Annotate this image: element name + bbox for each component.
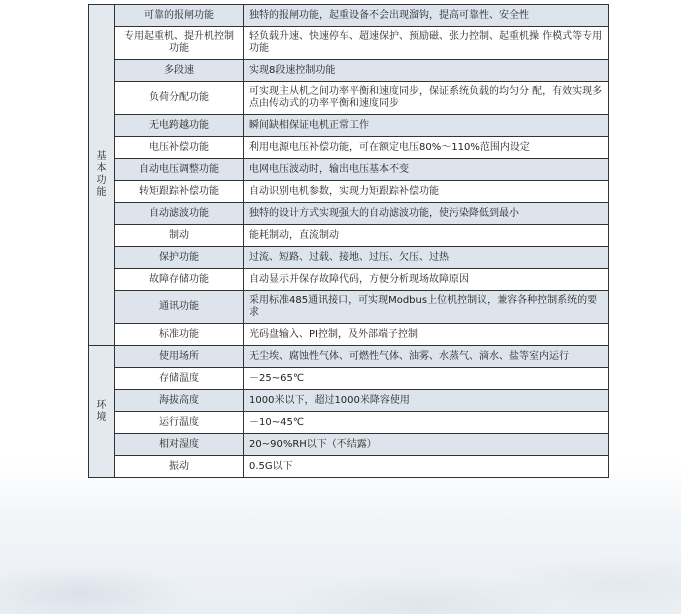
feature-name: 制动 [115,225,244,247]
feature-name: 通讯功能 [115,291,244,324]
feature-description: 瞬间缺相保证电机正常工作 [244,115,609,137]
feature-name: 无电跨越功能 [115,115,244,137]
feature-name: 振动 [115,456,244,478]
feature-description: 0.5G以下 [244,456,609,478]
table-row [89,368,609,390]
feature-description: 自动显示并保存故障代码，方便分析现场故障原因 [244,269,609,291]
table-row [89,269,609,291]
feature-description: 实现8段速控制功能 [244,60,609,82]
feature-description: 可实现主从机之间功率平衡和速度同步，保证系统负载的均匀分 配，有效实现多点由传动式的功率平衡和速度同步 [244,82,609,115]
feature-description: 20~90%RH以下（不结露） [244,434,609,456]
feature-description: 独特的报闸功能，起重设备不会出现溜钩，提高可靠性、安全性 [244,5,609,27]
feature-description: －10~45℃ [244,412,609,434]
table-row [89,291,609,324]
feature-name: 保护功能 [115,247,244,269]
background-clouds [0,524,681,614]
table-row [89,27,609,60]
feature-description: 能耗制动，直流制动 [244,225,609,247]
table-row [89,390,609,412]
feature-description: 轻负载升速、快速停车、超速保护、预励磁、张力控制、起重机操 作模式等专用功能 [244,27,609,60]
feature-description: 利用电源电压补偿功能，可在额定电压80%～110%范围内设定 [244,137,609,159]
spec-table-body [89,5,609,478]
group-label: 环境 [96,399,107,423]
table-row [89,324,609,346]
feature-description: 无尘埃、腐蚀性气体、可燃性气体、油雾、水蒸气、滴水、盐等室内运行 [244,346,609,368]
feature-description: 自动识别电机参数，实现力矩跟踪补偿功能 [244,181,609,203]
table-row [89,456,609,478]
group-basic-functions [89,5,115,346]
feature-name: 电压补偿功能 [115,137,244,159]
feature-name: 运行温度 [115,412,244,434]
feature-description: 光码盘输入、PI控制，及外部端子控制 [244,324,609,346]
group-label: 基本功能 [96,151,107,198]
table-row [89,5,609,27]
feature-description: －25~65℃ [244,368,609,390]
feature-name: 相对湿度 [115,434,244,456]
table-row [89,247,609,269]
feature-name: 自动滤波功能 [115,203,244,225]
table-row [89,82,609,115]
feature-name: 使用场所 [115,346,244,368]
spec-table [88,4,609,478]
table-row [89,60,609,82]
feature-name: 专用起重机、提升机控制功能 [115,27,244,60]
feature-description: 1000米以下，超过1000米降容使用 [244,390,609,412]
table-row [89,203,609,225]
feature-name: 标准功能 [115,324,244,346]
feature-description: 电网电压波动时，输出电压基本不变 [244,159,609,181]
feature-description: 采用标准485通讯接口，可实现Modbus上位机控制议，兼容各种控制系统的要求 [244,291,609,324]
feature-name: 多段速 [115,60,244,82]
feature-description: 过流、短路、过载、接地、过压、欠压、过热 [244,247,609,269]
table-row [89,346,609,368]
table-row [89,225,609,247]
table-row [89,115,609,137]
table-row [89,159,609,181]
feature-name: 故障存储功能 [115,269,244,291]
feature-name: 自动电压调整功能 [115,159,244,181]
table-row [89,181,609,203]
table-row [89,412,609,434]
feature-name: 负荷分配功能 [115,82,244,115]
feature-description: 独特的设计方式实现强大的自动滤波功能，使污染降低到最小 [244,203,609,225]
group-environment [89,346,115,478]
table-row [89,137,609,159]
feature-name: 海拔高度 [115,390,244,412]
feature-name: 可靠的报闸功能 [115,5,244,27]
feature-name: 转矩跟踪补偿功能 [115,181,244,203]
feature-name: 存储温度 [115,368,244,390]
table-row [89,434,609,456]
